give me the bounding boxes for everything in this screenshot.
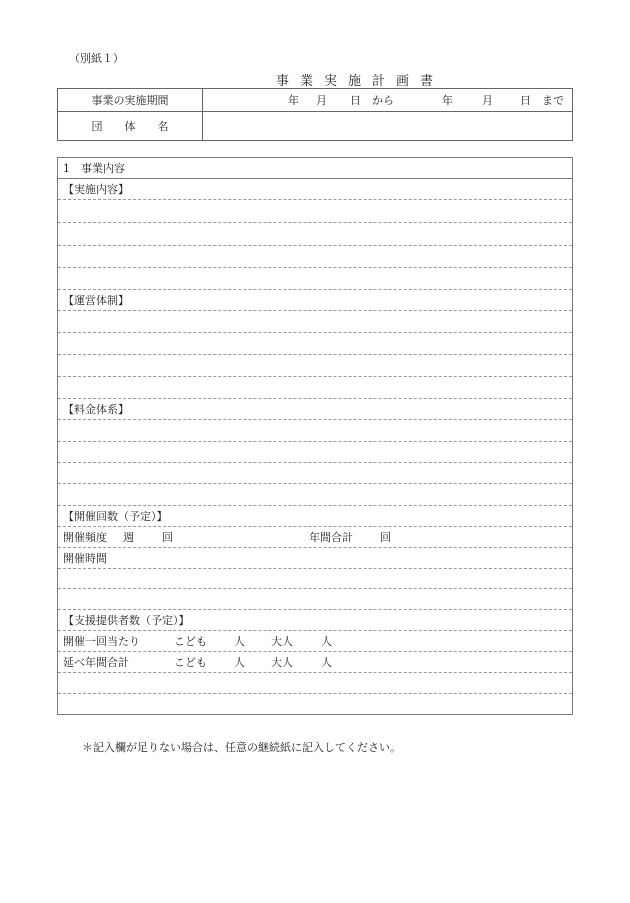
org-field[interactable]: [203, 112, 573, 141]
fees-line[interactable]: [58, 463, 572, 484]
fees-line[interactable]: [58, 484, 572, 506]
adults-label: 大人: [271, 635, 293, 648]
providers-line[interactable]: [58, 694, 572, 715]
adults-label: 大人: [271, 656, 293, 669]
day2: 日: [520, 94, 531, 107]
children-label: こども: [174, 656, 207, 669]
year2: 年: [442, 94, 453, 107]
frequency-heading: 【開催回数（予定）】: [58, 506, 572, 527]
until: まで: [542, 94, 564, 107]
operation-line[interactable]: [58, 355, 572, 377]
period-field[interactable]: [203, 89, 573, 112]
section-heading: 1 事業内容: [58, 158, 572, 179]
operation-line[interactable]: [58, 333, 572, 355]
fees-line[interactable]: [58, 442, 572, 463]
document-title: 事業実施計画書: [275, 74, 444, 89]
year1: 年: [288, 94, 299, 107]
per-session-row[interactable]: [58, 631, 572, 652]
implementation-line[interactable]: [58, 200, 572, 223]
annual-label: 延べ年間合計: [63, 656, 129, 669]
fees-heading: 【料金体系】: [58, 399, 572, 420]
implementation-line[interactable]: [58, 246, 572, 268]
operation-heading: 【運営体制】: [58, 290, 572, 311]
business-content-box: [57, 157, 573, 715]
child-unit: 人: [234, 635, 245, 648]
frequency-label: 開催頻度: [63, 531, 107, 544]
footnote: ＊記入欄が足りない場合は、任意の継続紙に記入してください。: [82, 741, 401, 754]
annual-times-label: 回: [380, 531, 391, 544]
children-label: こども: [174, 635, 207, 648]
annual-total-label: 年間合計: [309, 531, 353, 544]
period-label: 事業の実施期間: [58, 89, 203, 112]
org-label: 団 体 名: [58, 112, 203, 141]
implementation-heading: 【実施内容】: [58, 179, 572, 200]
operation-line[interactable]: [58, 377, 572, 399]
header-table: [57, 88, 573, 141]
fees-line[interactable]: [58, 420, 572, 442]
providers-heading: 【支援提供者数（予定）】: [58, 610, 572, 631]
month1: 月: [316, 94, 327, 107]
month2: 月: [482, 94, 493, 107]
providers-line[interactable]: [58, 673, 572, 694]
hours-line[interactable]: [58, 589, 572, 610]
adult-unit: 人: [321, 635, 332, 648]
hours-label: 開催時間: [58, 548, 572, 569]
per-session-label: 開催一回当たり: [63, 635, 140, 648]
day1: 日: [350, 94, 361, 107]
implementation-line[interactable]: [58, 223, 572, 246]
times-label: 回: [162, 531, 173, 544]
from: から: [372, 94, 394, 107]
child-unit: 人: [234, 656, 245, 669]
week-label: 週: [123, 531, 134, 544]
annual-row[interactable]: [58, 652, 572, 673]
hours-line[interactable]: [58, 569, 572, 589]
frequency-row[interactable]: [58, 527, 572, 548]
implementation-line[interactable]: [58, 268, 572, 290]
annex-label: （別紙１）: [69, 52, 124, 65]
operation-line[interactable]: [58, 311, 572, 333]
adult-unit: 人: [321, 656, 332, 669]
